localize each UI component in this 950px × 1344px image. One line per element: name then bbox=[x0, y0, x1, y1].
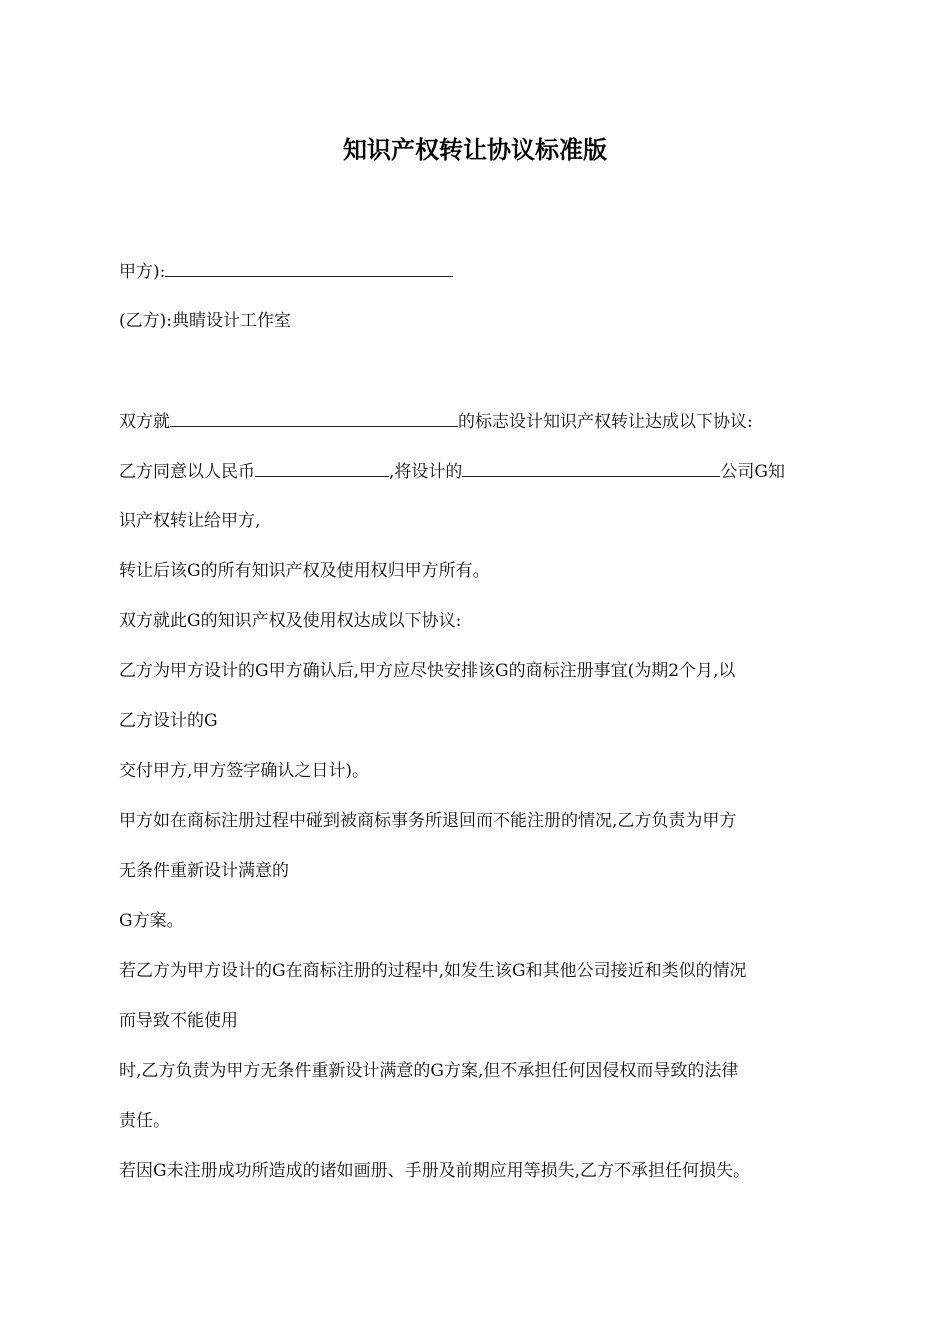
clause-line: 识产权转让给甲方, bbox=[119, 511, 261, 531]
clause-line: 乙方为甲方设计的G甲方确认后,甲方应尽快安排该G的商标注册事宜(为期2个月,以 bbox=[119, 661, 736, 681]
clause-line bbox=[119, 409, 753, 434]
clause-line: 无条件重新设计满意的 bbox=[119, 861, 289, 881]
clause-line: 乙方设计的G bbox=[119, 711, 218, 731]
clause-line: G方案。 bbox=[119, 911, 184, 931]
clause-line: 而导致不能使用 bbox=[119, 1011, 238, 1031]
party-a-label: 甲方): bbox=[119, 262, 166, 282]
clause-line: 责任。 bbox=[119, 1111, 170, 1131]
company-blank[interactable] bbox=[462, 459, 720, 477]
clause-mid: ,将设计的 bbox=[389, 462, 463, 482]
clause-line: 甲方如在商标注册过程中碰到被商标事务所退回而不能注册的情况,乙方负责为甲方 bbox=[119, 811, 737, 831]
document-title: 知识产权转让协议标准版 bbox=[343, 136, 607, 164]
clause-line: 若因G未注册成功所造成的诸如画册、手册及前期应用等损失,乙方不承担任何损失。 bbox=[119, 1161, 750, 1181]
clause-line: 转让后该G的所有知识产权及使用权归甲方所有。 bbox=[119, 561, 490, 581]
clause-suffix: 公司G知 bbox=[720, 462, 785, 482]
clause-line: 若乙方为甲方设计的G在商标注册的过程中,如发生该G和其他公司接近和类似的情况 bbox=[119, 961, 747, 981]
clause-line: 交付甲方,甲方签字确认之日计)。 bbox=[119, 761, 370, 781]
party-a-blank[interactable] bbox=[165, 259, 453, 277]
amount-blank[interactable] bbox=[255, 459, 389, 477]
clause-prefix: 双方就 bbox=[119, 412, 170, 432]
party-a-line bbox=[119, 259, 453, 284]
clause-line bbox=[119, 459, 785, 484]
clause-suffix: 的标志设计知识产权转让达成以下协议: bbox=[458, 412, 753, 432]
clause-line: 时,乙方负责为甲方无条件重新设计满意的G方案,但不承担任何因侵权而导致的法律 bbox=[119, 1061, 739, 1081]
party-b-name: 典睛设计工作室 bbox=[172, 311, 291, 331]
clause-line: 双方就此G的知识产权及使用权达成以下协议: bbox=[119, 611, 462, 631]
party-b-label: (乙方): bbox=[119, 311, 172, 331]
party-b-line bbox=[119, 309, 291, 333]
clause-prefix: 乙方同意以人民币 bbox=[119, 462, 255, 482]
subject-blank[interactable] bbox=[170, 409, 458, 427]
